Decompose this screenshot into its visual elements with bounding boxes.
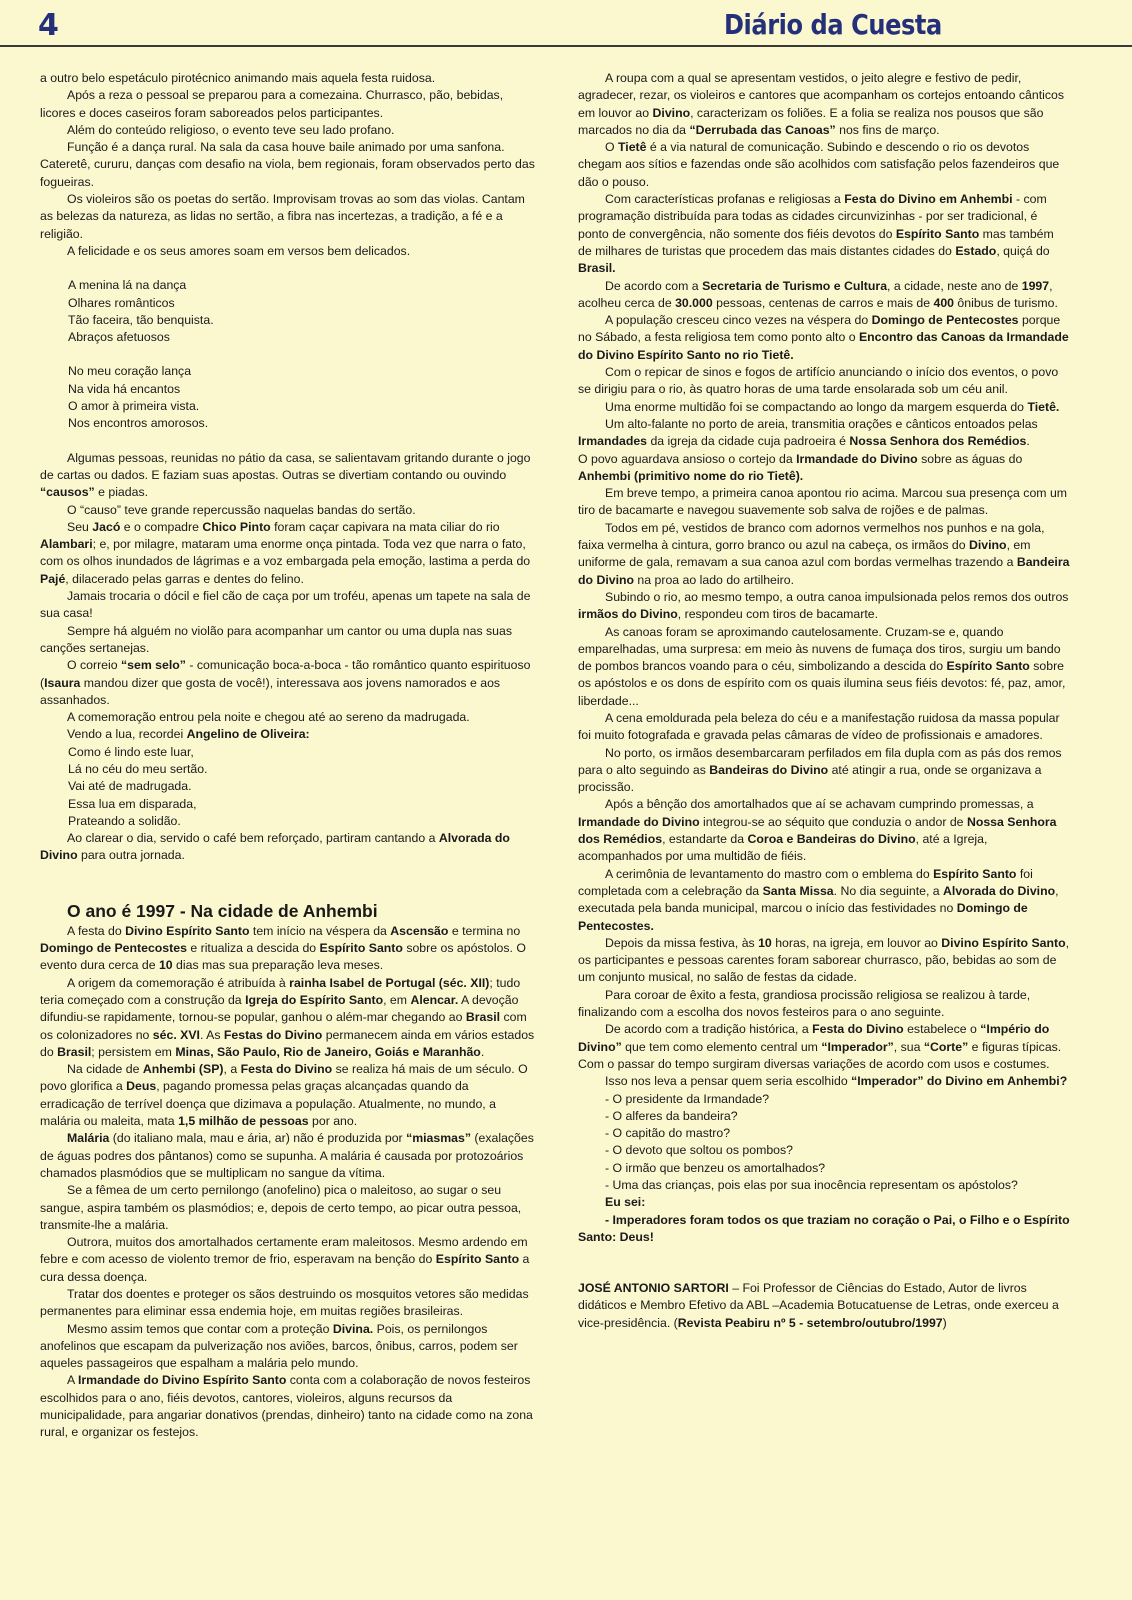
paragraph: Com o repicar de sinos e fogos de artifício anunciando o início dos eventos, o povo se dirigiu para o rio, às quatro horas de uma tarde ensolarada sob um céu anil. (578, 365, 1059, 397)
verse-3 (40, 744, 536, 830)
paragraph: Após a reza o pessoal se preparou para a comezaina. Churrasco, pão, bebidas, licores e doces caseiros foram saboreados pelos participantes. (40, 88, 504, 120)
paragraph: Seu Jacó e o compadre Chico Pinto foram caçar capivara na mata ciliar do rio Alambari; e, por milagre, mataram uma enorme onça pintada. Toda vez que narra o fato, com os olhos inundados de lágrimas e a voz embargada pela emoção, lastima a perda do Pajé, dilacerado pelas garras e dentes do felino. (40, 519, 531, 586)
paragraph: A população cresceu cinco vezes na véspera do Domingo de Pentecostes porque no Sábado, a festa religiosa tem como ponto alto o Encontro das Canoas da Irmandade do Divino Espírito Santo no rio Tietê. (578, 313, 1069, 362)
paragraph: Jamais trocaria o dócil e fiel cão de caça por um troféu, apenas um tapete na sala de sua casa! (40, 589, 531, 621)
verse-line: O amor à primeira vista. (68, 399, 200, 414)
header-rule (0, 45, 1132, 47)
verse-line: Abraços afetuosos (68, 330, 170, 345)
paragraph: Eu sei: (605, 1195, 646, 1210)
verse-1 (40, 277, 536, 346)
paragraph: Se a fêmea de um certo pernilongo (anofelino) pica o maleitoso, ao sugar o seu sangue, aspira também os plasmódios; e, depois de certo tempo, ao picar outra pessoa, transmite-lhe a malária. (40, 1183, 522, 1232)
paragraph: Todos em pé, vestidos de branco com adornos vermelhos nos punhos e na gola, faixa vermelha à cintura, gorro branco ou azul na cabeça, os irmãos do Divino, em uniforme de gala, remavam a sua canoa azul com bordas vermelhas trazendo a Bandeira do Divino na proa ao lado do artilheiro. (578, 520, 1070, 587)
verse-line: Prateando a solidão. (68, 813, 181, 828)
verse-line: A menina lá na dança (68, 278, 187, 293)
paragraph: Vendo a lua, recordei Angelino de Oliveira: (67, 727, 310, 742)
verse-line: No meu coração lança (68, 364, 192, 379)
verse-line: Vai até de madrugada. (68, 779, 192, 794)
list-item: - O devoto que soltou os pombos? (605, 1143, 793, 1158)
paragraph: Malária (do italiano mala, mau e ária, ar) não é produzida por “miasmas” (exalações de águas podres dos pântanos) como se supunha. A malária é causada por protozoários chamados plasmódios que se multiplicam no sangue da vítima. (40, 1131, 534, 1180)
list-item: - O irmão que benzeu os amortalhados? (605, 1160, 826, 1175)
list-item: - O presidente da Irmandade? (605, 1091, 770, 1106)
paragraph: a outro belo espetáculo pirotécnico animando mais aquela festa ruidosa. (40, 71, 436, 85)
paragraph: A origem da comemoração é atribuída à rainha Isabel de Portugal (séc. XII); tudo teria começado com a construção da Igreja do Espírito Santo, em Alencar. A devoção difundiu-se rapidamente, tornou-se popular, ganhou o além-mar chegando ao Brasil com os colonizadores no séc. XVI. As Festas do Divino permanecem ainda em vários estados do Brasil; persistem em Minas, São Paulo, Rio de Janeiro, Goiás e Maranhão. (40, 975, 535, 1059)
paragraph: Função é a dança rural. Na sala da casa houve baile animado por uma sanfona. Cateretê, cururu, danças com desafio na viola, bem regionais, foram observados perto das fogueiras. (40, 140, 535, 189)
paragraph: O “causo” teve grande repercussão naquelas bandas do sertão. (67, 502, 416, 517)
paragraph: A roupa com a qual se apresentam vestidos, o jeito alegre e festivo de pedir, agradecer, rezar, os violeiros e cantores que acompanham os cortejos entoando cânticos em louvor ao Divino, caracterizam os foliões. E a folia se realiza nos pousos que são marcados no dia da “Derrubada das Canoas” nos fins de março. (578, 71, 1065, 137)
paragraph: As canoas foram se aproximando cautelosamente. Cruzam-se e, quando emparelhadas, uma surpresa: em meio às nuvens de fumaça dos tiros, surgiu um bando de pombos brancos voando para o céu, simbolizando a descida do Espírito Santo sobre os apóstolos e os dons de espírito com os quais ilumina seus fiéis devotos: fé, paz, amor, liberdade... (578, 624, 1066, 708)
paragraph: O correio “sem selo” - comunicação boca-a-boca - tão romântico quanto espirituoso (Isaura mandou dizer que gosta de você!), interessava aos jovens namorados e aos assanhados. (40, 658, 531, 707)
paragraph: Tratar dos doentes e proteger os sãos destruindo os mosquitos vetores são medidas permanentes para eliminar essa endemia hoje, em muitas regiões brasileiras. (40, 1287, 529, 1319)
verse-2 (40, 363, 536, 432)
paragraph: Os violeiros são os poetas do sertão. Improvisam trovas ao som das violas. Cantam as belezas da natureza, as lidas no sertão, a fibra nas incertezas, a tradição, a fé e a religião. (40, 192, 525, 241)
paragraph: - Imperadores foram todos os que traziam no coração o Pai, o Filho e o Espírito Santo: Deus! (578, 1212, 1070, 1244)
paragraph: Além do conteúdo religioso, o evento teve seu lado profano. (67, 122, 395, 137)
verse-line: Como é lindo este luar, (68, 744, 194, 759)
paragraph: A felicidade e os seus amores soam em versos bem delicados. (67, 243, 411, 258)
right-column (578, 70, 1070, 1332)
paragraph: A comemoração entrou pela noite e chegou até ao sereno da madrugada. (67, 710, 470, 725)
paragraph: Com características profanas e religiosas a Festa do Divino em Anhembi - com programação distribuída para todas as cidades circunvizinhas - por ser tradicional, é ponto de convergência, não somente dos fiéis devotos do Espírito Santo mas também de milhares de turistas que procedem das mais distantes cidades do Estado, quiçá do Brasil. (578, 192, 1054, 276)
paragraph: Algumas pessoas, reunidas no pátio da casa, se salientavam gritando durante o jogo de cartas ou dados. E faziam suas apostas. Outras se divertiam contando ou ouvindo “causos” e piadas. (40, 450, 531, 500)
paragraph: Subindo o rio, ao mesmo tempo, a outra canoa impulsionada pelos remos dos outros irmãos do Divino, respondeu com tiros de bacamarte. (578, 589, 1069, 622)
paragraph: A cena emoldurada pela beleza do céu e a manifestação ruidosa da massa popular foi muito fotografada e gravada pelas câmaras de vídeo de profissionais e amadores. (578, 710, 1060, 743)
page-number: 4 (38, 8, 58, 43)
paragraph: Depois da missa festiva, às 10 horas, na igreja, em louvor ao Divino Espírito Santo, os participantes e pessoas carentes foram saborear churrasco, pão, bebidas ao som de um conjunto musical, no salão de festas da cidade. (578, 935, 1070, 985)
list-item: - O alferes da bandeira? (605, 1108, 738, 1123)
paragraph: A cerimônia de levantamento do mastro com o emblema do Espírito Santo foi completada com a celebração da Santa Missa. No dia seguinte, a Alvorada do Divino, executada pela banda municipal, marcou o início das festividades no Domingo de Pentecostes. (578, 866, 1059, 933)
verse-line: Tão faceira, tão benquista. (68, 312, 214, 327)
paragraph: Isso nos leva a pensar quem seria escolhido “Imperador” do Divino em Anhembi? (605, 1074, 1068, 1089)
paragraph: Um alto-falante no porto de areia, transmitia orações e cânticos entoados pelas Irmandades da igreja da cidade cuja padroeira é Nossa Senhora dos Remédios. (578, 416, 1038, 449)
paragraph: Após a bênção dos amortalhados que aí se achavam cumprindo promessas, a Irmandade do Divino integrou-se ao séquito que conduzia o andor de Nossa Senhora dos Remédios, estandarte da Coroa e Bandeiras do Divino, até a Igreja, acompanhados por uma multidão de fiéis. (578, 797, 1057, 864)
paragraph: O povo aguardava ansioso o cortejo da Irmandade do Divino sobre as águas do Anhembi (primitivo nome do rio Tietê). (578, 451, 1023, 483)
paragraph: No porto, os irmãos desembarcaram perfilados em fila dupla com as pás dos remos para o alto seguindo as Bandeiras do Divino até atingir a rua, onde se organizava a procissão. (578, 745, 1062, 795)
paragraph: A Irmandade do Divino Espírito Santo conta com a colaboração de novos festeiros escolhidos para o ano, fiéis devotos, cantores, violeiros, alguns recursos da municipalidade, para angariar donativos (prendas, dinheiro) tanto na cidade como na zona rural, e organizar os festejos. (40, 1373, 533, 1440)
verse-line: Olhares românticos (68, 295, 175, 310)
paragraph: O Tietê é a via natural de comunicação. Subindo e descendo o rio os devotos chegam aos sítios e fazendas onde são acolhidos com satisfação pelos fazendeiros que dão o pouso. (578, 140, 1060, 189)
section-heading: O ano é 1997 - Na cidade de Anhembi (67, 900, 378, 921)
left-column (40, 70, 536, 1442)
question-list (578, 1091, 1070, 1195)
verse-line: Nos encontros amorosos. (68, 416, 209, 431)
paragraph: Sempre há alguém no violão para acompanhar um cantor ou uma dupla nas suas canções sertanejas. (40, 623, 513, 655)
paragraph: Outrora, muitos dos amortalhados certamente eram maleitosos. Mesmo ardendo em febre e com acesso de violento tremor de frio, esperavam na benção do Espírito Santo a cura dessa doença. (40, 1235, 530, 1284)
page-header (0, 0, 1132, 46)
paragraph: Uma enorme multidão foi se compactando ao longo da margem esquerda do Tietê. (605, 399, 1060, 414)
paragraph: Para coroar de êxito a festa, grandiosa procissão religiosa se realizou à tarde, finalizando com a escolha dos novos festeiros para o ano seguinte. (578, 987, 1031, 1020)
paragraph: De acordo com a Secretaria de Turismo e Cultura, a cidade, neste ano de 1997, acolheu cerca de 30.000 pessoas, centenas de carros e mais de 400 ônibus de turismo. (578, 278, 1058, 310)
paragraph: De acordo com a tradição histórica, a Festa do Divino estabelece o “Império do Divino” que tem como elemento central um “Imperador”, sua “Corte” e figuras típicas. Com o passar do tempo surgiram diversas variações de acordo com usos e costumes. (578, 1022, 1062, 1071)
list-item: - O capitão do mastro? (605, 1126, 731, 1141)
author-signature: JOSÉ ANTONIO SARTORI – Foi Professor de Ciências do Estado, Autor de livros didáticos e Membro Efetivo da ABL –Academia Botucatuense de Letras, onde exerceu a vice-presidência. (Revista Peabiru nº 5 - setembro/outubro/1997) (578, 1281, 1059, 1330)
paragraph: Ao clarear o dia, servido o café bem reforçado, partiram cantando a Alvorada do Divino para outra jornada. (40, 831, 510, 863)
verse-line: Lá no céu do meu sertão. (68, 761, 208, 776)
paragraph: Em breve tempo, a primeira canoa apontou rio acima. Marcou sua presença com um tiro de bacamarte e navegou suavemente sob salva de rojões e de palmas. (578, 486, 1068, 518)
paragraph: Mesmo assim temos que contar com a proteção Divina. Pois, os pernilongos anofelinos que escapam da pulverização nos aviões, barcos, ônibus, carros, podem ser aqueles passageiros que espalham a malária pelo mundo. (40, 1321, 518, 1371)
paragraph: A festa do Divino Espírito Santo tem início na véspera da Ascensão e termina no Domingo de Pentecostes e ritualiza a descida do Espírito Santo sobre os apóstolos. O evento dura cerca de 10 dias mas sua preparação leva meses. (40, 923, 526, 973)
verse-line: Essa lua em disparada, (68, 796, 197, 811)
list-item: - Uma das crianças, pois elas por sua inocência representam os apóstolos? (605, 1178, 1018, 1192)
masthead: Diário da Cuesta (724, 8, 942, 41)
paragraph: Na cidade de Anhembi (SP), a Festa do Divino se realiza há mais de um século. O povo glorifica a Deus, pagando promessa pelas graças alcançadas quando da erradicação de terrível doença que dizimava a população. Atualmente, no mundo, a malária ou maleita, mata 1,5 milhão de pessoas por ano. (40, 1062, 528, 1129)
verse-line: Na vida há encantos (68, 381, 181, 396)
